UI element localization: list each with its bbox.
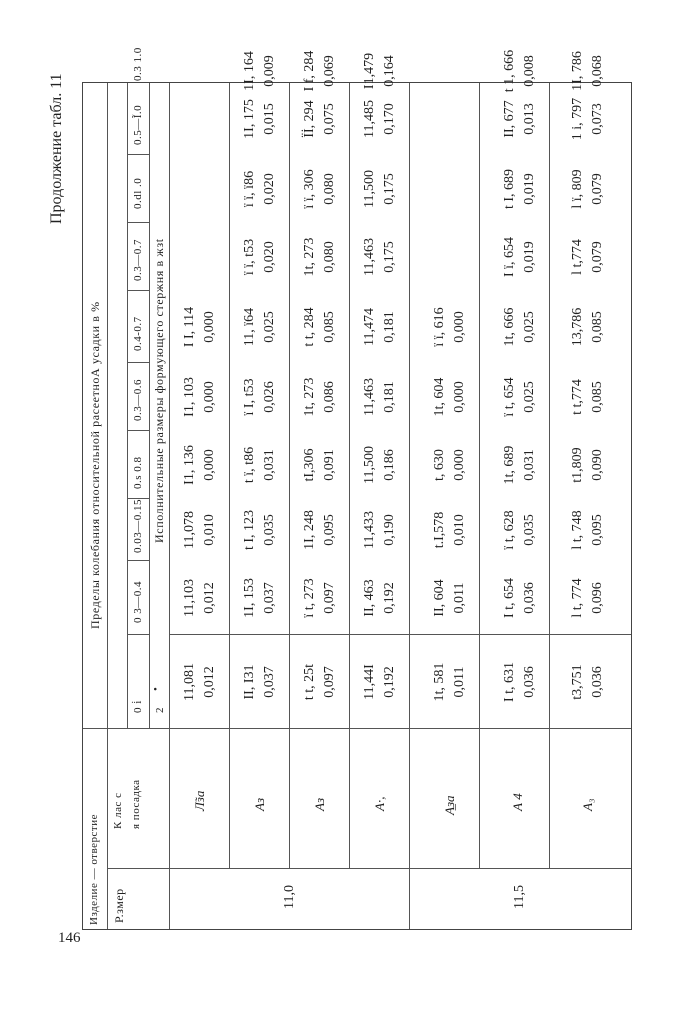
table-cell-size: 11,078 bbox=[182, 511, 197, 549]
table-cell-tolerance: 0,192 bbox=[382, 582, 397, 614]
table-cell-tolerance: 0,073 bbox=[590, 103, 605, 135]
table-cell-size: 11,44I bbox=[362, 664, 377, 700]
table-cell-size: t t, 25t bbox=[302, 663, 317, 701]
range-9: 0.5—Ĩ.0 bbox=[132, 104, 144, 145]
table-cell-tolerance: 0,000 bbox=[202, 311, 217, 343]
table-cell-tolerance: 0,013 bbox=[522, 103, 537, 135]
column-line bbox=[169, 634, 631, 635]
table-cell-size: 1I, 164 bbox=[242, 51, 257, 91]
table-cell-tolerance: 0,008 bbox=[522, 55, 537, 87]
table-cell-tolerance: 0,025 bbox=[522, 381, 537, 413]
table-cell-tolerance: 0,069 bbox=[322, 55, 337, 87]
range-4: 0.s 0.8 bbox=[132, 456, 144, 489]
table-cell-tolerance: 0,085 bbox=[590, 381, 605, 413]
table-cell-tolerance: 0,192 bbox=[382, 666, 397, 698]
table-cell-tolerance: 0,031 bbox=[262, 449, 277, 481]
group-separator bbox=[409, 83, 410, 929]
table-cell-tolerance: 0,031 bbox=[522, 449, 537, 481]
group-size-11-0: 11,0 bbox=[282, 885, 297, 909]
header-line bbox=[149, 83, 150, 729]
table-cell-tolerance: 0,075 bbox=[322, 103, 337, 135]
column-line bbox=[127, 154, 149, 155]
table-cell-tolerance: 0,175 bbox=[382, 173, 397, 205]
table-cell-tolerance: 0,036 bbox=[522, 582, 537, 614]
column-line bbox=[127, 560, 149, 561]
table-cell-size: 11,463 bbox=[362, 378, 377, 416]
table-cell-size: tI,306 bbox=[302, 448, 317, 482]
table-cell-size: 11, ï64 bbox=[242, 307, 257, 347]
header-product: Изделие — отверстие bbox=[88, 814, 100, 925]
table-cell-tolerance: 0,010 bbox=[452, 514, 467, 546]
table-caption: Продолжение табл. 11 bbox=[48, 73, 65, 224]
row-separator bbox=[289, 83, 290, 869]
table-cell-tolerance: 0,000 bbox=[452, 381, 467, 413]
range-6: 0.4-0.7 bbox=[132, 316, 144, 351]
table-cell-size: I1,479 bbox=[362, 52, 377, 90]
table-cell-tolerance: 0,068 bbox=[590, 55, 605, 87]
table-cell-size: 1t, 273 bbox=[302, 237, 317, 277]
table-cell-size: ï ï, 306 bbox=[302, 169, 317, 209]
table-cell-size: I ï, 654 bbox=[502, 236, 517, 278]
row-separator bbox=[229, 83, 230, 869]
column-line bbox=[127, 222, 149, 223]
table-cell-size: l t, 748 bbox=[570, 510, 585, 550]
class-label: Аз bbox=[252, 797, 267, 811]
table-cell-tolerance: 0,096 bbox=[590, 582, 605, 614]
table-cell-size: II, I31 bbox=[242, 664, 257, 700]
table-cell-size: t t, 284 bbox=[302, 307, 317, 347]
column-line bbox=[127, 430, 149, 431]
table-cell-size: 1I, 786 bbox=[570, 51, 585, 91]
table-cell-tolerance: 0,097 bbox=[322, 582, 337, 614]
range-5: 0.3—0.6 bbox=[132, 379, 144, 421]
table-cell-size: 1t, 581 bbox=[432, 662, 447, 702]
class-label: А₃ bbox=[580, 798, 595, 811]
table-cell-tolerance: 0,009 bbox=[262, 55, 277, 87]
table-cell-size: t I, 123 bbox=[242, 509, 257, 551]
table-cell-size: ï t, 628 bbox=[502, 510, 517, 550]
table-cell-tolerance: 0,035 bbox=[262, 514, 277, 546]
table-cell-size: t, 630 bbox=[432, 449, 447, 481]
column-line bbox=[107, 868, 631, 869]
row-separator bbox=[349, 83, 350, 869]
range-8: 0.dl .0 bbox=[132, 177, 144, 209]
table-cell-size: t t,774 bbox=[570, 379, 585, 415]
table-cell-tolerance: 0,025 bbox=[262, 311, 277, 343]
table-cell-size: 11,500 bbox=[362, 170, 377, 208]
column-line bbox=[127, 290, 149, 291]
table-cell-tolerance: 0,037 bbox=[262, 666, 277, 698]
sub-two: 2 bbox=[154, 707, 166, 713]
table-cell-tolerance: 0,011 bbox=[452, 582, 467, 614]
table-cell-size: 11,433 bbox=[362, 511, 377, 549]
table-cell-size: 1t, 666 bbox=[502, 307, 517, 347]
table-cell-tolerance: 0,015 bbox=[262, 103, 277, 135]
table-cell-tolerance: 0,036 bbox=[590, 666, 605, 698]
range-3: 0.03—0.15 bbox=[132, 499, 144, 553]
table-cell-size: t 1, 666 bbox=[502, 49, 517, 93]
table-cell-size: 1t, 273 bbox=[302, 377, 317, 417]
table-cell-tolerance: 0,012 bbox=[202, 582, 217, 614]
table-cell-size: l t, 774 bbox=[570, 578, 585, 618]
table-cell-tolerance: 0,090 bbox=[590, 449, 605, 481]
table-cell-tolerance: 0,091 bbox=[322, 449, 337, 481]
table-cell-size: I1, 103 bbox=[182, 377, 197, 417]
table-cell-tolerance: 0,036 bbox=[522, 666, 537, 698]
table-cell-tolerance: 0,181 bbox=[382, 381, 397, 413]
class-label: А 4 bbox=[510, 793, 525, 811]
table-cell-size: 1 i, 797 bbox=[570, 97, 585, 141]
group-size-11-5: 11,5 bbox=[512, 885, 527, 909]
table-cell-size: ï t, 273 bbox=[302, 578, 317, 618]
range-1: 0 i̇ bbox=[132, 700, 144, 713]
table-cell-tolerance: 0,170 bbox=[382, 103, 397, 135]
table-cell-tolerance: 0,000 bbox=[452, 311, 467, 343]
table-cell-size: ï ï, ï86 bbox=[242, 170, 257, 208]
table-cell-size: 11,485 bbox=[362, 100, 377, 138]
table-cell-tolerance: 0,020 bbox=[262, 173, 277, 205]
table-cell-size: I t, 631 bbox=[502, 661, 517, 703]
table-cell-size: 11,463 bbox=[362, 238, 377, 276]
data-table bbox=[82, 47, 632, 930]
table-cell-tolerance: 0,186 bbox=[382, 449, 397, 481]
page-number: 146 bbox=[58, 930, 81, 946]
table-cell-tolerance: 0,086 bbox=[322, 381, 337, 413]
column-line bbox=[127, 362, 149, 363]
table-cell-tolerance: 0,000 bbox=[202, 381, 217, 413]
table-cell-size: Ïİ, 294 bbox=[302, 100, 317, 138]
table-cell-size: ï ï, t53 bbox=[242, 238, 257, 276]
table-cell-tolerance: 0,019 bbox=[522, 173, 537, 205]
table-cell-size: ï ï, 616 bbox=[432, 307, 447, 347]
table-cell-tolerance: 0,095 bbox=[322, 514, 337, 546]
table-cell-size: 1I, 153 bbox=[242, 578, 257, 618]
header-exec-title: Исполнительные размеры формующего стержня в жзt bbox=[152, 238, 166, 543]
table-cell-tolerance: 0,190 bbox=[382, 514, 397, 546]
column-line bbox=[83, 728, 631, 729]
table-cell-size: II, 463 bbox=[362, 579, 377, 617]
table-cell-size: 1I, 175 bbox=[242, 99, 257, 139]
table-cell-tolerance: 0,085 bbox=[590, 311, 605, 343]
table-cell-tolerance: 0,025 bbox=[522, 311, 537, 343]
sub-dot: • bbox=[150, 686, 162, 691]
table-cell-tolerance: 0,164 bbox=[382, 55, 397, 87]
table-cell-tolerance: 0,037 bbox=[262, 582, 277, 614]
table-cell-size: I t, 654 bbox=[502, 577, 517, 619]
header-line bbox=[127, 83, 128, 729]
table-cell-size: 1t, 689 bbox=[502, 445, 517, 485]
header-class: К лас с bbox=[112, 792, 124, 829]
table-cell-size: I f, 284 bbox=[302, 50, 317, 92]
class-label: А·, bbox=[372, 796, 387, 811]
table-cell-tolerance: 0,020 bbox=[262, 241, 277, 273]
table-cell-size: l t,774 bbox=[570, 239, 585, 275]
table-cell-size: ï I, t53 bbox=[242, 378, 257, 416]
table-cell-tolerance: 0,011 bbox=[452, 666, 467, 698]
table-cell-tolerance: 0,085 bbox=[322, 311, 337, 343]
table-cell-size: 11,081 bbox=[182, 663, 197, 701]
table-cell-size: 11,103 bbox=[182, 579, 197, 617]
table-cell-tolerance: 0,080 bbox=[322, 241, 337, 273]
table-cell-tolerance: 0,010 bbox=[202, 514, 217, 546]
table-cell-size: 11,474 bbox=[362, 308, 377, 346]
table-cell-tolerance: 0,175 bbox=[382, 241, 397, 273]
row-separator bbox=[479, 83, 480, 869]
table-cell-size: II, 604 bbox=[432, 579, 447, 617]
table-cell-size: I1, 136 bbox=[182, 445, 197, 485]
header-line bbox=[169, 83, 170, 929]
header-fit: я посадка bbox=[130, 779, 142, 829]
table-cell-size: 11,500 bbox=[362, 446, 377, 484]
row-separator bbox=[549, 83, 550, 869]
table-cell-size: t I, 689 bbox=[502, 168, 517, 210]
table-cell-size: I I, 114 bbox=[182, 306, 197, 348]
table-cell-tolerance: 0,079 bbox=[590, 241, 605, 273]
table-cell-tolerance: 0,035 bbox=[522, 514, 537, 546]
table-cell-tolerance: 0,012 bbox=[202, 666, 217, 698]
class-label: Аз bbox=[312, 797, 327, 811]
table-cell-tolerance: 0,026 bbox=[262, 381, 277, 413]
range-7: 0.3—0.7 bbox=[132, 239, 144, 281]
class-label: Л̃за bbox=[192, 790, 207, 811]
table-cell-tolerance: 0,019 bbox=[522, 241, 537, 273]
header-line bbox=[107, 83, 108, 929]
table-cell-tolerance: 0,079 bbox=[590, 173, 605, 205]
table-cell-tolerance: 0,095 bbox=[590, 514, 605, 546]
header-size: Р.змер bbox=[112, 888, 126, 923]
table-cell-size: l ï, 809 bbox=[570, 169, 585, 209]
header-limits-title: Пределы колебания относительной расеетноА усадки в % bbox=[88, 301, 102, 629]
class-label: А̲за bbox=[442, 795, 457, 815]
table-cell-size: II, 677 bbox=[502, 100, 517, 138]
table-cell-tolerance: 0,181 bbox=[382, 311, 397, 343]
table-cell-size: t ï, t86 bbox=[242, 446, 257, 484]
range-10: 0.3 1.0 bbox=[132, 47, 144, 81]
table-cell-tolerance: 0,000 bbox=[202, 449, 217, 481]
range-2: 0 3—0.4 bbox=[132, 581, 144, 623]
table-cell-size: ï t, 654 bbox=[502, 377, 517, 417]
table-cell-tolerance: 0,097 bbox=[322, 666, 337, 698]
table-cell-tolerance: 0,000 bbox=[452, 449, 467, 481]
table-cell-size: 1t, 604 bbox=[432, 377, 447, 417]
table-cell-size: t3,751 bbox=[570, 664, 585, 700]
table-cell-size: t1,809 bbox=[570, 447, 585, 483]
table-cell-tolerance: 0,080 bbox=[322, 173, 337, 205]
table-cell-size: 13,786 bbox=[570, 307, 585, 347]
table-cell-size: 1I, 248 bbox=[302, 510, 317, 550]
table-cell-size: t.I,578 bbox=[432, 511, 447, 549]
column-line bbox=[127, 634, 149, 635]
